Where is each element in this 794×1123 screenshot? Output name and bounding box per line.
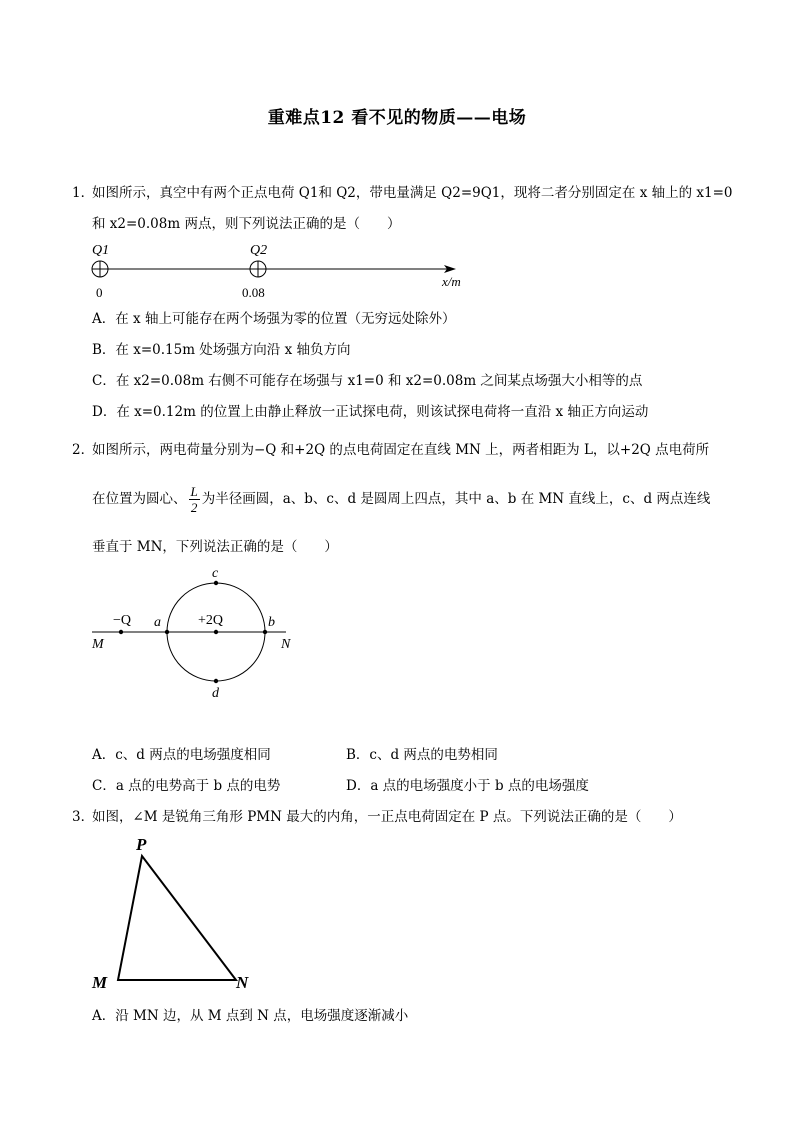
q1-label-q2: Q2 [250, 243, 268, 258]
q2-fraction-numerator: L [190, 484, 198, 499]
q1-option-a: A．在 x 轴上可能存在两个场强为零的位置（无穷远处除外） [92, 311, 456, 327]
q1-label-q1: Q1 [92, 243, 110, 258]
q2-label-m: M [92, 637, 104, 652]
q2-option-a: A．c、d 两点的电场强度相同 [92, 747, 271, 763]
q2-point-b [263, 630, 267, 634]
q2-option-c: C．a 点的电势高于 b 点的电势 [92, 778, 281, 794]
q1-number: 1． [72, 185, 95, 201]
q1-option-d: D．在 x=0.12m 的位置上由静止释放一正试探电荷，则该试探电荷将一直沿 x 轴正方向运动 [92, 404, 649, 420]
q2-figure [86, 562, 306, 702]
q1-option-c: C．在 x2=0.08m 右侧不可能存在场强与 x1=0 和 x2=0.08m 之间某点场强大小相等的点 [92, 373, 643, 389]
q2-stem-line2-end: 为半径画圆，a、b、c、d 是圆周上四点，其中 a、b 在 MN 直线上，c、d 两点连线 [201, 491, 711, 507]
q2-point-d [214, 679, 218, 683]
q2-fraction [189, 484, 200, 515]
q2-stem-line3: 垂直于 MN，下列说法正确的是（ ） [92, 539, 338, 555]
q2-label-a: a [154, 615, 161, 630]
q3-figure [86, 832, 266, 997]
q2-fraction-denominator: 2 [190, 500, 198, 515]
q3-triangle [118, 856, 236, 980]
q1-charge-q1-icon [92, 261, 108, 277]
q2-label-b: b [268, 615, 275, 630]
q2-label-d: d [212, 686, 219, 701]
q2-point-a [165, 630, 169, 634]
q1-tick-0: 0 [96, 285, 103, 300]
q1-axis-label: x/m [442, 274, 461, 289]
q3-number: 3． [72, 809, 95, 825]
q3-option-a: A．沿 MN 边，从 M 点到 N 点，电场强度逐渐减小 [92, 1008, 409, 1024]
page-title: 重难点12 看不见的物质——电场 [267, 108, 527, 128]
q2-label-n: N [281, 637, 291, 652]
q2-stem-line1: 如图所示，两电荷量分别为−Q 和+2Q 的点电荷固定在直线 MN 上，两者相距为 L，以+2Q 点电荷所 [92, 442, 710, 458]
q3-label-p: P [136, 835, 147, 854]
q3-label-n: N [236, 973, 249, 992]
q2-neg-charge-dot [119, 630, 123, 634]
q2-stem-line2 [92, 482, 710, 516]
q3-label-m: M [92, 973, 108, 992]
q2-stem-line2-start: 在位置为圆心、 [92, 491, 187, 507]
q2-number: 2． [72, 442, 95, 458]
q1-option-b: B．在 x=0.15m 处场强方向沿 x 轴负方向 [92, 342, 351, 358]
q2-point-c [214, 581, 218, 585]
q2-option-d: D．a 点的电场强度小于 b 点的电场强度 [346, 778, 589, 794]
q1-stem-line2: 和 x2=0.08m 两点，则下列说法正确的是（ ） [92, 216, 401, 232]
q1-figure [86, 238, 486, 302]
q2-label-neg-q: −Q [113, 613, 132, 628]
q2-label-c: c [212, 566, 219, 581]
q1-tick-008: 0.08 [242, 285, 265, 300]
q2-option-b: B．c、d 两点的电势相同 [346, 747, 498, 763]
q1-stem-line1: 如图所示，真空中有两个正点电荷 Q1和 Q2，带电量满足 Q2=9Q1，现将二者分别固定在 x 轴上的 x1=0 [92, 185, 733, 201]
q1-charge-q2-icon [250, 261, 266, 277]
q3-stem-line1: 如图，∠M 是锐角三角形 PMN 最大的内角，一正点电荷固定在 P 点。下列说法正确的是（ ） [92, 809, 682, 825]
q2-pos-charge-dot [214, 630, 218, 634]
q2-label-pos-2q: +2Q [198, 613, 224, 628]
